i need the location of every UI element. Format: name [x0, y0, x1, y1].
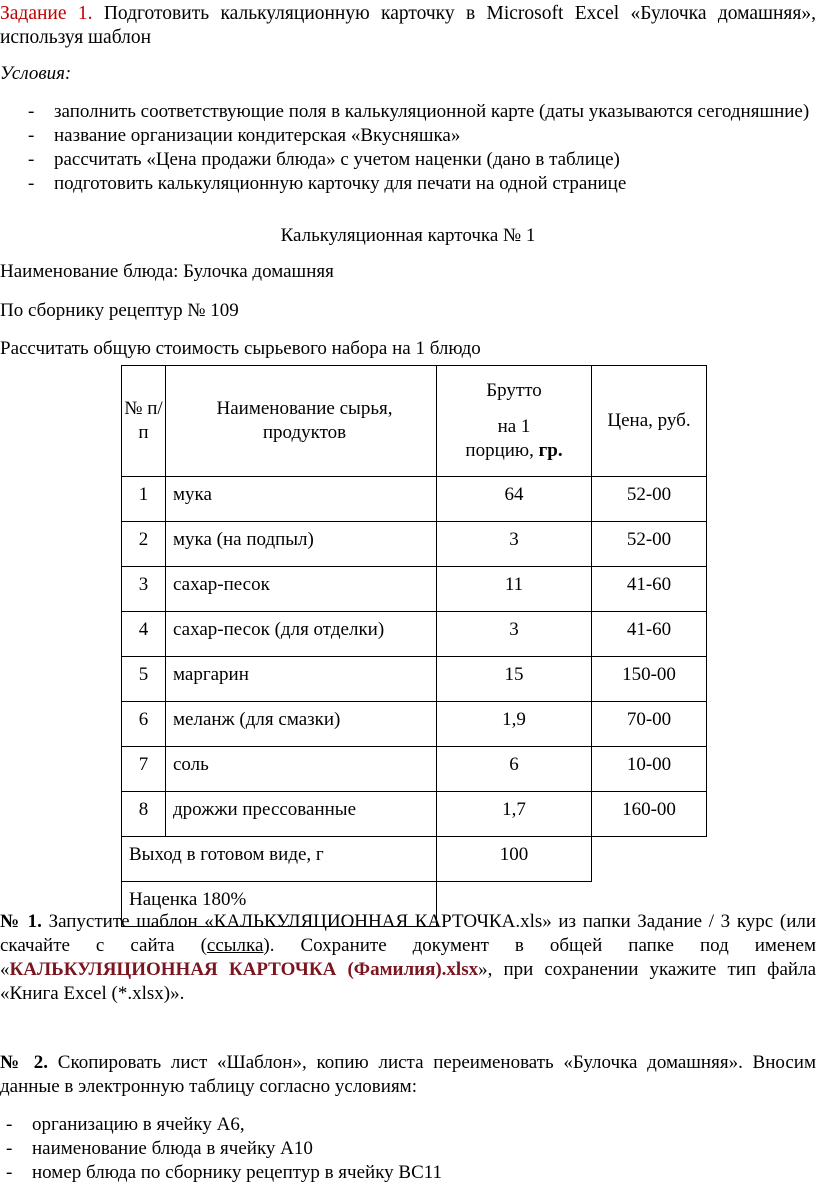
list-item: - номер блюда по сборнику рецептур в ячейку ВС11: [6, 1162, 443, 1183]
recipe-number: По сборнику рецептур № 109: [0, 300, 239, 321]
table-row: 3 сахар-песок 11 41-60: [122, 567, 707, 612]
table-row: 8 дрожжи прессованные 1,7 160-00: [122, 792, 707, 837]
table-row: 6 меланж (для смазки) 1,9 70-00: [122, 702, 707, 747]
step-1: № 1. Запустите шаблон «КАЛЬКУЛЯЦИОННАЯ КАРТОЧКА.xls» из папки Задание / 3 курс (или скачайте с сайта (ссылка). Сохраните документ в общей папке под именем «КАЛЬКУЛЯЦИОННАЯ КАРТОЧКА (Фамилия).xlsx», при сохранении укажите тип файла «Книга Excel (*.xlsx)».: [0, 911, 816, 1004]
calc-instruction: Рассчитать общую стоимость сырьевого набора на 1 блюдо: [0, 338, 481, 359]
table-header-row: [122, 366, 707, 477]
conditions-title: Условия:: [0, 63, 72, 84]
list-item: - организацию в ячейку А6,: [6, 1114, 245, 1135]
header-gross: Брутто на 1 порцию, гр.: [437, 366, 592, 477]
task-label: Задание 1.: [0, 3, 93, 24]
table-row: 7 соль 6 10-00: [122, 747, 707, 792]
conditions-list: [0, 100, 816, 196]
list-item: - наименование блюда в ячейку А10: [6, 1138, 313, 1159]
output-value: 100: [437, 837, 592, 882]
table-row: 4 сахар-песок (для отделки) 3 41-60: [122, 612, 707, 657]
card-title: Калькуляционная карточка № 1: [280, 225, 536, 246]
step-1-label: № 1.: [0, 911, 42, 932]
header-name: Наименование сырья, продуктов: [166, 366, 437, 477]
table-row: 1 мука 64 52-00: [122, 477, 707, 522]
download-link[interactable]: ссылка: [206, 935, 264, 956]
header-num: № п/п: [122, 366, 166, 477]
filename: КАЛЬКУЛЯЦИОННАЯ КАРТОЧКА (Фамилия).xlsx: [9, 959, 479, 980]
dish-name: Наименование блюда: Булочка домашняя: [0, 261, 334, 282]
table-row: 5 маргарин 15 150-00: [122, 657, 707, 702]
task-heading: [0, 2, 816, 50]
step-2: № 2. Скопировать лист «Шаблон», копию листа переименовать «Булочка домашняя». Вносим данные в электронную таблицу согласно условиям:: [0, 1052, 816, 1097]
condition-item: - название организации кондитерская «Вкусняшка»: [28, 125, 461, 146]
calculation-table: [121, 365, 707, 927]
condition-item: - заполнить соответствующие поля в калькуляционной карте (даты указываются сегодняшние): [28, 101, 810, 122]
output-row: [122, 837, 707, 882]
header-price: Цена, руб.: [592, 366, 707, 477]
markup-label: Наценка 180%: [122, 882, 437, 927]
condition-item: - рассчитать «Цена продажи блюда» с учетом наценки (дано в таблице): [28, 149, 620, 170]
step-2-label: № 2.: [0, 1052, 49, 1073]
condition-item: - подготовить калькуляционную карточку для печати на одной странице: [28, 173, 627, 194]
output-label: Выход в готовом виде, г: [122, 837, 437, 882]
step-2-list: [0, 1113, 816, 1185]
task-text: Подготовить калькуляционную карточку в Microsoft Excel «Булочка домашняя», используя шаблон: [0, 3, 816, 48]
table-row: 2 мука (на подпыл) 3 52-00: [122, 522, 707, 567]
